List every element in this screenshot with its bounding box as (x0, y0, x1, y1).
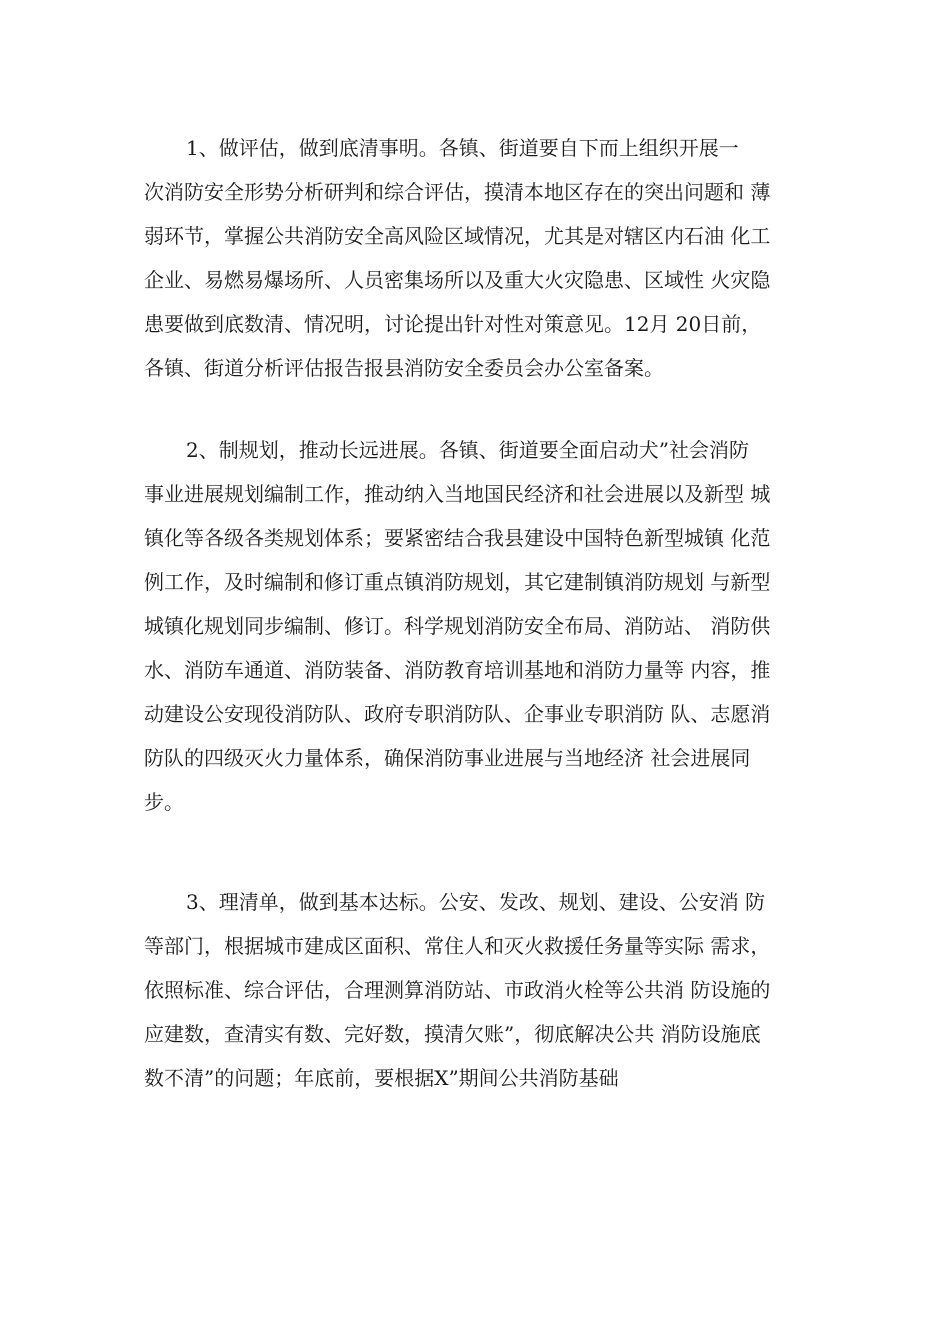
text-line: 防队的四级灭火力量体系，确保消防事业进展与当地经济 社会进展同 (144, 746, 751, 770)
paragraph-1 (144, 126, 770, 390)
text-line: 2、制规划，推动长远进展。各镇、街道要全面启动犬”社会消防 (186, 438, 749, 462)
text-line: 镇化等各级各类规划体系；要紧密结合我县建设中国特色新型城镇 化范 (144, 526, 771, 550)
text-line: 数不清”的问题；年底前，要根据X”期间公共消防基础 (144, 1066, 619, 1090)
text-line: 弱环节，掌握公共消防安全高风险区域情况，尤其是对辖区内石油 化工 (144, 224, 771, 248)
text-line: 城镇化规划同步编制、修订。科学规划消防安全布局、消防站、 消防供 (144, 614, 771, 638)
text-line: 患要做到底数清、情况明，讨论提出针对性对策意见。12月 20日前， (144, 312, 762, 336)
paragraph-3 (144, 880, 770, 1100)
text-line: 1、做评估，做到底清事明。各镇、街道要自下而上组织开展一 (186, 136, 739, 160)
text-line: 等部门，根据城市建成区面积、常住人和灭火救援任务量等实际 需求， (144, 934, 771, 958)
text-line: 企业、易燃易爆场所、人员密集场所以及重大火灾隐患、区域性 火灾隐 (144, 268, 771, 292)
text-line: 依照标准、综合评估，合理测算消防站、市政消火栓等公共消 防设施的 (144, 978, 771, 1002)
text-line: 事业进展规划编制工作，推动纳入当地国民经济和社会进展以及新型 城 (144, 482, 771, 506)
text-line: 步。 (144, 790, 184, 814)
text-line: 应建数，查清实有数、完好数，摸清欠账”，彻底解决公共 消防设施底 (144, 1022, 761, 1046)
text-line: 动建设公安现役消防队、政府专职消防队、企事业专职消防 队、志愿消 (144, 702, 771, 726)
text-line: 水、消防车通道、消防装备、消防教育培训基地和消防力量等 内容，推 (144, 658, 771, 682)
text-line: 3、理清单，做到基本达标。公安、发改、规划、建设、公安消 防 (186, 890, 766, 914)
paragraph-2 (144, 428, 770, 824)
text-line: 次消防安全形势分析研判和综合评估，摸清本地区存在的突出问题和 薄 (144, 180, 771, 204)
text-line: 各镇、街道分析评估报告报县消防安全委员会办公室备案。 (144, 356, 664, 380)
text-line: 例工作，及时编制和修订重点镇消防规划，其它建制镇消防规划 与新型 (144, 570, 771, 594)
